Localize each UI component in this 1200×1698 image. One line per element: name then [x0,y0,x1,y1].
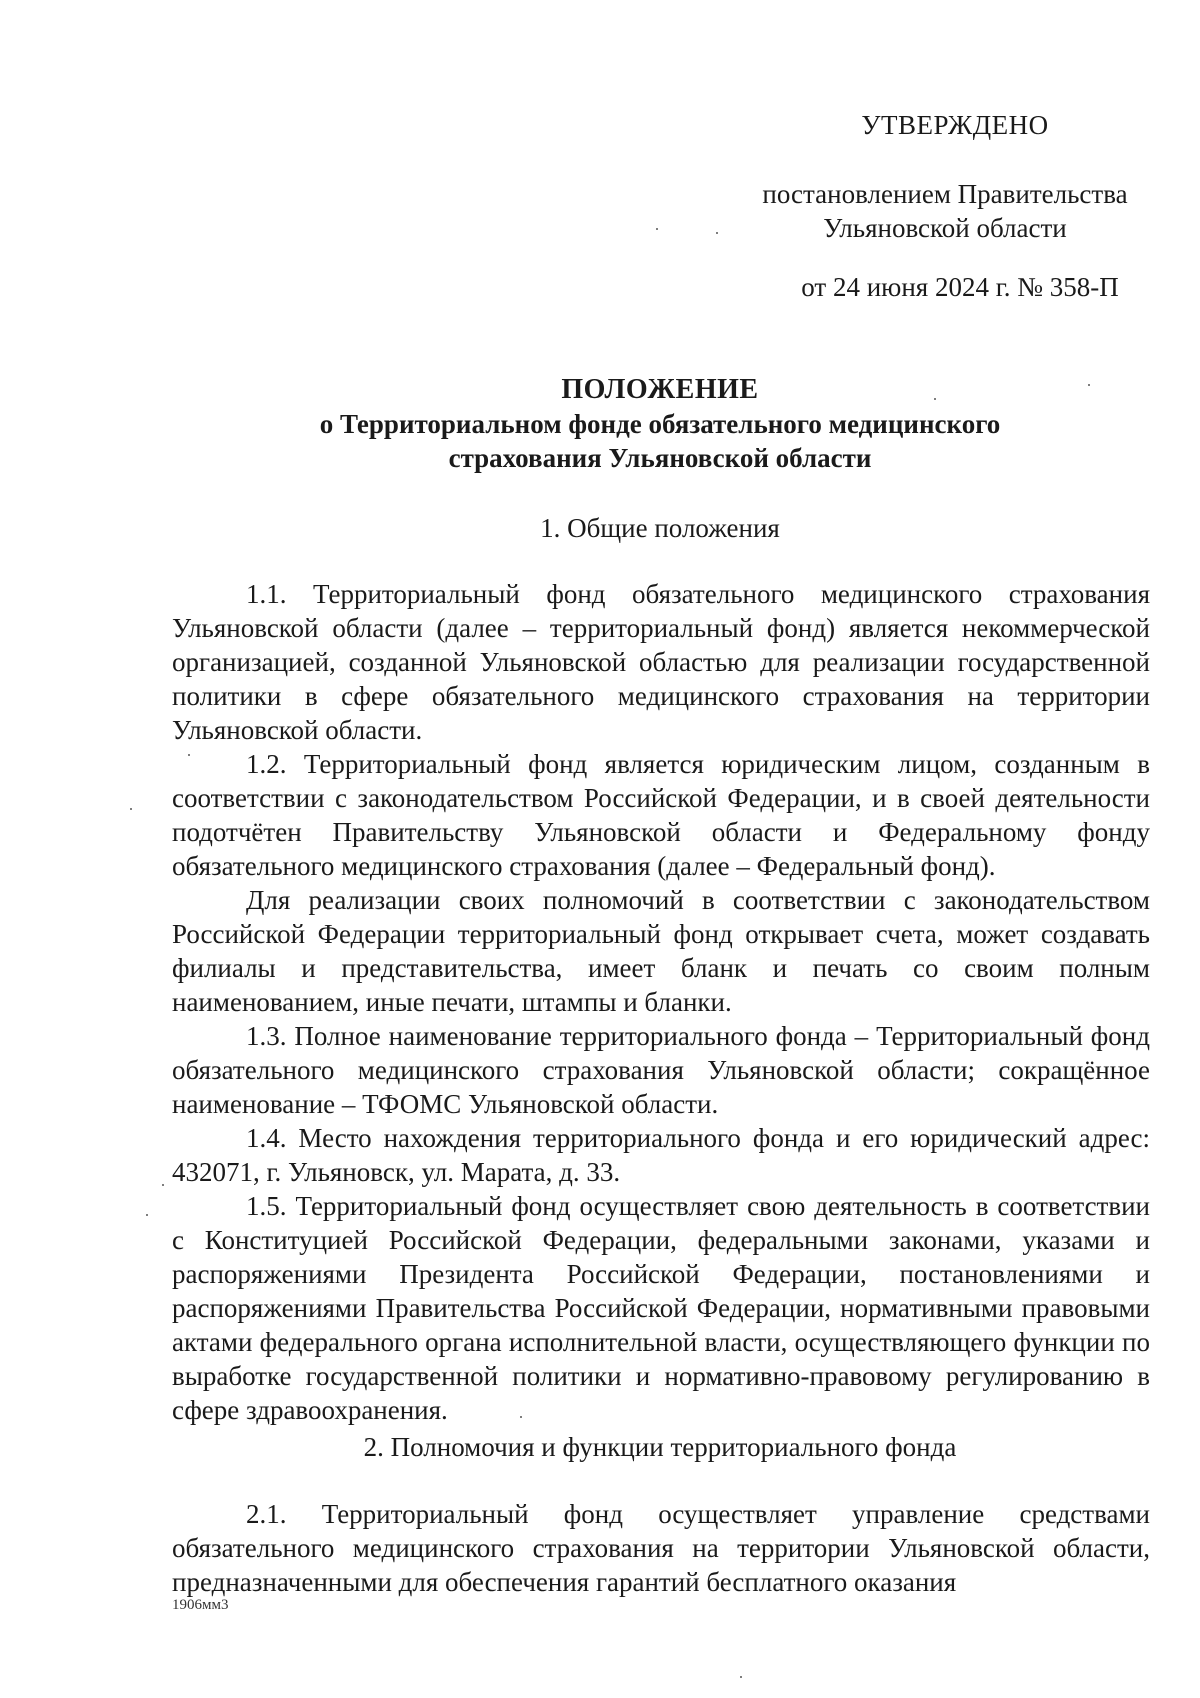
section-body-general [172,577,1150,1427]
footer-document-code: 1906мм3 [172,1597,229,1613]
document-title [200,373,1120,475]
paragraph-1-2-accounts: Для реализации своих полномочий в соответствии с законодательством Российской Федерации территориальный фонд открывает счета, может создавать филиалы и представительства, имеет бланк и печать со своим полным наименованием, иные печати, штампы и бланки. [172,885,1150,1017]
approval-date-number: от 24 июня 2024 г. № 358-П [801,272,1119,302]
approval-authority-line-1: постановлением Правительства [762,179,1128,209]
document-subtitle-line-2: страхования Ульяновской области [448,443,872,473]
paragraph-1-4: 1.4. Место нахождения территориального фонда и его юридический адрес: 432071, г. Ульяновск, ул. Марата, д. 33. [172,1123,1150,1187]
approval-authority-line-2: Ульяновской области [823,213,1067,243]
section-body-powers [172,1497,1150,1599]
scan-speck [130,808,132,810]
paragraph-1-1: 1.1. Территориальный фонд обязательного медицинского страхования Ульяновской области (далее – территориальный фонд) является некоммерческой организацией, созданной Ульяновской областью для реализации государственной политики в сфере обязательного медицинского страхования на территории Ульяновской области. [172,579,1150,745]
section-heading-general: 1. Общие положения [540,513,780,543]
approval-stamp-heading: УТВЕРЖДЕНО [861,110,1049,140]
scan-speck [162,1184,164,1186]
document-subtitle-line-1: о Территориальном фонде обязательного медицинского [319,409,1001,439]
document-title-main: ПОЛОЖЕНИЕ [561,374,759,405]
scan-speck [656,228,658,230]
approval-authority [745,177,1145,245]
paragraph-1-2: 1.2. Территориальный фонд является юридическим лицом, созданным в соответствии с законодательством Российской Федерации, и в своей деятельности подотчётен Правительству Ульяновской области и Федеральному фонду обязательного медицинского страхования (далее – Федеральный фонд). [172,749,1150,881]
paragraph-2-1: 2.1. Территориальный фонд осуществляет управление средствами обязательного медицинского страхования на территории Ульяновской области, предназначенными для обеспечения гарантий бесплатного оказания [172,1499,1150,1597]
paragraph-1-3: 1.3. Полное наименование территориального фонда – Территориальный фонд обязательного медицинского страхования Ульяновской области; сокращённое наименование – ТФОМС Ульяновской области. [172,1021,1150,1119]
section-heading-powers: 2. Полномочия и функции территориального фонда [363,1432,957,1462]
scan-speck [716,232,718,234]
paragraph-1-5: 1.5. Территориальный фонд осуществляет свою деятельность в соответствии с Конституцией Российской Федерации, федеральными законами, указами и распоряжениями Президента Российской Федерации, постановлениями и распоряжениями Правительства Российской Федерации, нормативными правовыми актами федерального органа исполнительной власти, осуществляющего функции по выработке государственной политики и нормативно-правовому регулированию в сфере здравоохранения. [172,1191,1150,1425]
scan-speck [146,1214,148,1216]
scan-speck [740,1676,742,1678]
